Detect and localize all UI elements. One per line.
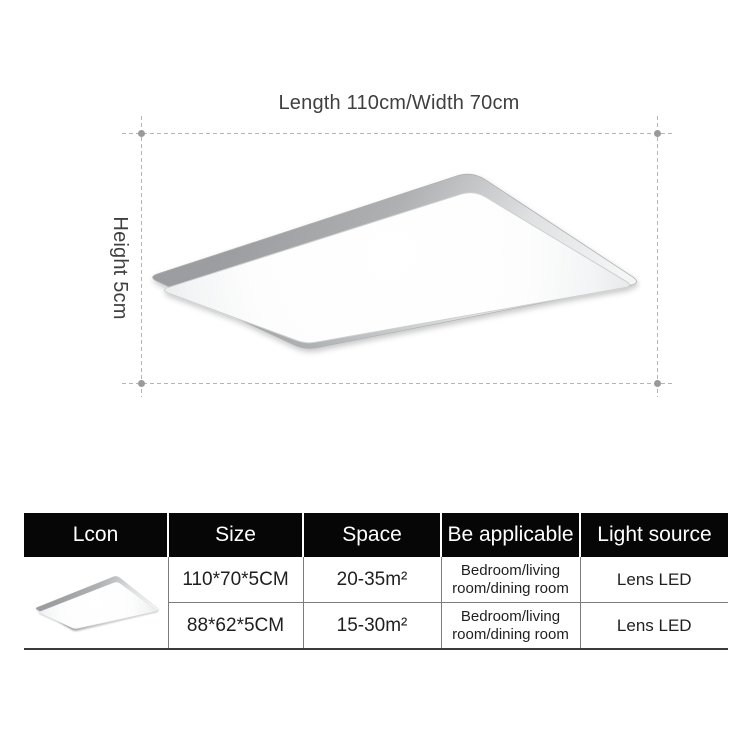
space-cell: 20-35m²	[303, 557, 441, 603]
right-dimension-line	[657, 116, 658, 397]
light-source-cell: Lens LED	[580, 603, 728, 650]
header-size: Size	[168, 513, 303, 557]
applicable-cell: Bedroom/living room/dining room	[441, 557, 580, 603]
ceiling-lamp-image	[125, 160, 655, 360]
space-cell: 15-30m²	[303, 603, 441, 650]
dimension-marker-bottom-left	[138, 380, 145, 387]
light-source-cell: Lens LED	[580, 557, 728, 603]
table-row	[24, 557, 728, 603]
top-dimension-line	[122, 133, 672, 134]
bottom-dimension-line	[122, 383, 672, 384]
dimension-marker-bottom-right	[654, 380, 661, 387]
header-light-source: Light source	[580, 513, 728, 557]
header-space: Space	[303, 513, 441, 557]
height-label: Height 5cm	[109, 216, 131, 320]
header-icon: Lcon	[24, 513, 168, 557]
lamp-thumbnail-cell	[24, 557, 168, 649]
header-applicable: Be applicable	[441, 513, 580, 557]
size-cell: 110*70*5CM	[168, 557, 303, 603]
length-width-label: Length 110cm/Width 70cm	[278, 92, 520, 114]
spec-table	[24, 513, 728, 650]
dimension-marker-top-left	[138, 130, 145, 137]
dimension-marker-top-right	[654, 130, 661, 137]
spec-table-header-row	[24, 513, 728, 557]
ceiling-lamp-thumbnail-icon	[29, 572, 163, 634]
size-cell: 88*62*5CM	[168, 603, 303, 650]
applicable-cell: Bedroom/living room/dining room	[441, 603, 580, 650]
